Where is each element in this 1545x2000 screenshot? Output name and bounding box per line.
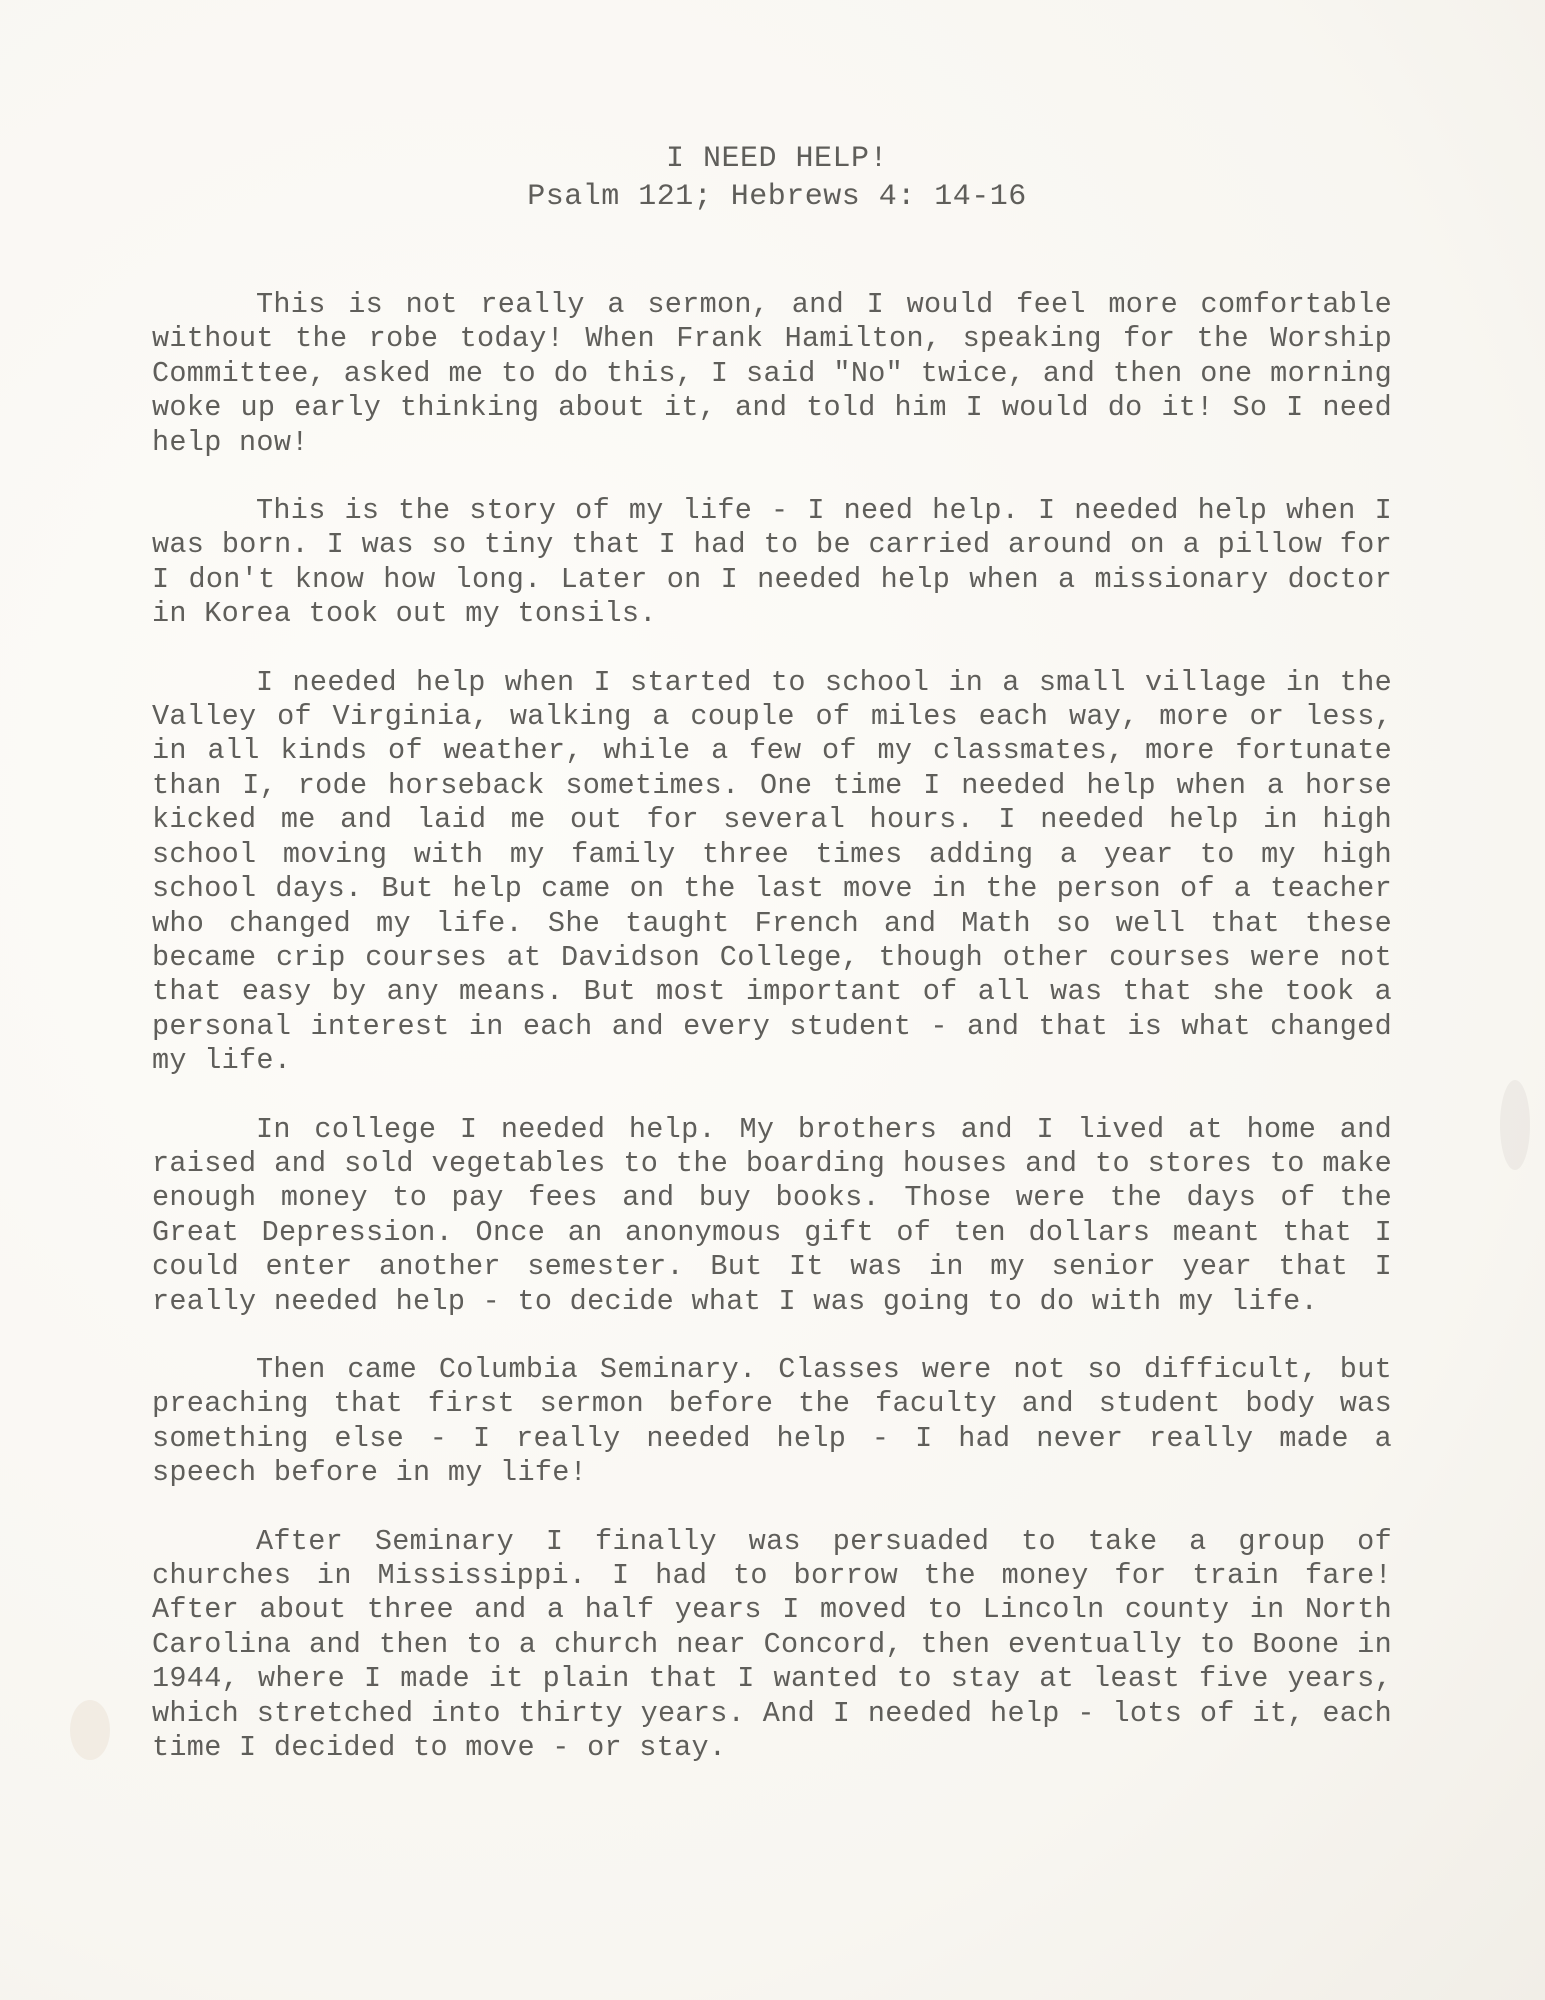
paragraph: This is the story of my life - I need help. I needed help when I was born. I was so tiny that I had to be carried around on a pillow for I don't know how long. Later on I needed help when a missionary doctor in Korea took out my tonsils.	[152, 494, 1392, 631]
document-body	[152, 288, 1392, 1765]
scripture-reference: Psalm 121; Hebrews 4: 14-16	[527, 180, 1027, 214]
document-sheet	[152, 140, 1392, 1799]
document-heading	[162, 140, 1392, 216]
paragraph: I needed help when I started to school in a small village in the Valley of Virginia, walking a couple of miles each way, more or less, in all kinds of weather, while a few of my classmates, more fortunate than I, rode horseback sometimes. One time I needed help when a horse kicked me and laid me out for several hours. I needed help in high school moving with my family three times adding a year to my high school days. But help came on the last move in the person of a teacher who changed my life. She taught French and Math so well that these became crip courses at Davidson College, though other courses were not that easy by any means. But most important of all was that she took a personal interest in each and every student - and that is what changed my life.	[152, 665, 1392, 1078]
paragraph: In college I needed help. My brothers and I lived at home and raised and sold vegetables to the boarding houses and to stores to make enough money to pay fees and buy books. Those were the days of the Great Depression. Once an anonymous gift of ten dollars meant that I could enter another semester. But It was in my senior year that I really needed help - to decide what I was going to do with my life.	[152, 1112, 1392, 1318]
paragraph: After Seminary I finally was persuaded to take a group of churches in Mississippi. I had to borrow the money for train fare! After about three and a half years I moved to Lincoln county in North Carolina and then to a church near Concord, then eventually to Boone in 1944, where I made it plain that I wanted to stay at least five years, which stretched into thirty years. And I needed help - lots of it, each time I decided to move - or stay.	[152, 1524, 1392, 1765]
document-title: I NEED HELP!	[665, 142, 889, 176]
paper-stain	[70, 1700, 110, 1760]
paragraph: This is not really a sermon, and I would feel more comfortable without the robe today! When Frank Hamilton, speaking for the Worship Committee, asked me to do this, I said "No" twice, and then one morning woke up early thinking about it, and told him I would do it! So I need help now!	[152, 288, 1392, 459]
paragraph: Then came Columbia Seminary. Classes were not so difficult, but preaching that first sermon before the faculty and student body was something else - I really needed help - I had never really made a speech before in my life!	[152, 1352, 1392, 1490]
paper-stain	[1500, 1080, 1530, 1170]
